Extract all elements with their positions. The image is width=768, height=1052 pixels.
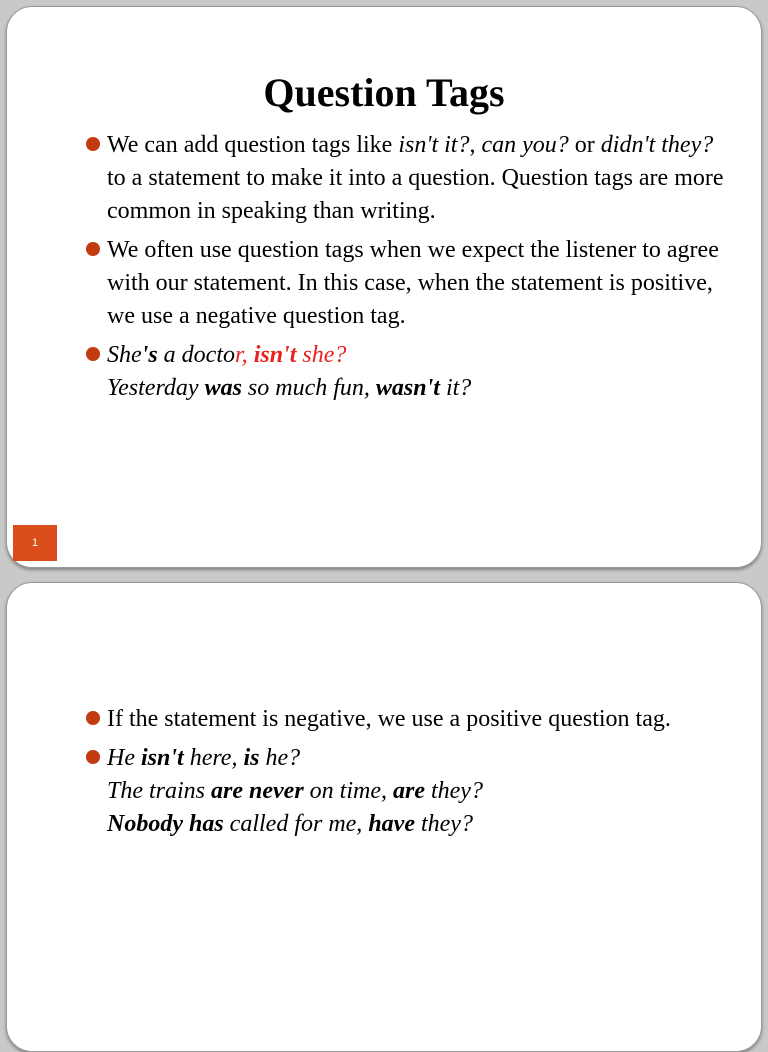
bullet-item-example: [107, 742, 737, 841]
bullet-list: [107, 129, 737, 411]
bullet-item: [107, 129, 737, 228]
bullet-list: [107, 703, 737, 847]
bullet-dot-icon: [86, 242, 100, 256]
example-line: Yesterday was so much fun, wasn't it?: [107, 375, 472, 401]
bullet-item: [107, 234, 737, 333]
bullet-dot-icon: [86, 347, 100, 361]
slide-1: [6, 6, 762, 568]
example-line: The trains are never on time, are they?: [107, 778, 483, 804]
bullet-text: We often use question tags when we expect the listener to agree with our statement. In this case, when the statement is positive, we use a negative question tag.: [107, 237, 719, 329]
bullet-item: [107, 703, 737, 736]
example-line: She's a doctor, isn't she?: [107, 342, 347, 368]
bullet-dot-icon: [86, 137, 100, 151]
example-line: He isn't here, is he?: [107, 745, 301, 771]
slide-title: Question Tags: [263, 70, 505, 115]
bullet-dot-icon: [86, 750, 100, 764]
slide-number-badge: 1: [13, 525, 57, 561]
slide-2: [6, 582, 762, 1052]
bullet-text: If the statement is negative, we use a positive question tag.: [107, 706, 671, 732]
example-line: Nobody has called for me, have they?: [107, 811, 473, 837]
bullet-text: We can add question tags like isn't it?, can you? or didn't they? to a statement to make it into a question. Question tags are more common in speaking than writing.: [107, 132, 724, 224]
bullet-dot-icon: [86, 711, 100, 725]
bullet-item-example: [107, 339, 737, 405]
